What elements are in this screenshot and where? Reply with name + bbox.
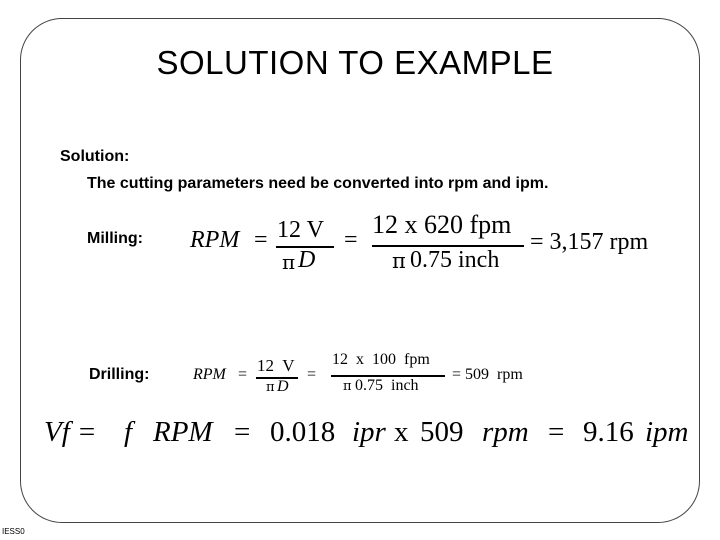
drilling-numerator: 12 V bbox=[257, 356, 295, 375]
drilling-equals-2: = bbox=[307, 366, 317, 383]
feed-rpm: RPM bbox=[153, 416, 213, 448]
drilling-pi: π bbox=[266, 380, 275, 395]
drilling-denominator-2: 0.75 inch bbox=[355, 377, 419, 394]
feed-unit-1: ipr bbox=[352, 416, 386, 448]
solution-intro: The cutting parameters need be converted into rpm and ipm. bbox=[87, 175, 549, 192]
drilling-equals: = bbox=[238, 366, 248, 383]
feed-f: f bbox=[124, 416, 133, 448]
milling-pi: π bbox=[282, 250, 296, 274]
feed-value-1: 0.018 bbox=[270, 416, 336, 448]
milling-numerator-2: 12 x 620 fpm bbox=[372, 210, 512, 239]
drilling-numerator-2: 12 x 100 fpm bbox=[332, 351, 430, 368]
milling-result: = 3,157 rpm bbox=[530, 229, 649, 255]
feed-unit-2: rpm bbox=[482, 416, 529, 448]
feed-value-2: 509 bbox=[420, 416, 464, 448]
drilling-denominator: D bbox=[277, 378, 289, 395]
milling-numerator: 12 V bbox=[277, 217, 324, 243]
feed-unit-3: ipm bbox=[645, 416, 689, 448]
solution-label: Solution: bbox=[60, 148, 130, 165]
drilling-pi-2: π bbox=[343, 379, 352, 394]
milling-rpm: RPM bbox=[190, 227, 240, 253]
milling-denominator: D bbox=[298, 247, 316, 273]
slide-title: SOLUTION TO EXAMPLE bbox=[156, 44, 554, 81]
milling-denominator-2: 0.75 inch bbox=[410, 247, 500, 273]
feed-lhs: Vf = bbox=[44, 416, 97, 448]
milling-equals: = bbox=[254, 227, 268, 253]
feed-times: x bbox=[394, 416, 409, 448]
drilling-result: = 509 rpm bbox=[452, 366, 523, 383]
milling-equals-2: = bbox=[344, 227, 358, 253]
feed-value-3: 9.16 bbox=[583, 416, 634, 448]
drilling-label: Drilling: bbox=[89, 366, 150, 383]
milling-label: Milling: bbox=[87, 230, 143, 247]
drilling-rpm: RPM bbox=[193, 366, 226, 383]
footer-label: IESS0 bbox=[2, 527, 25, 536]
milling-pi-2: π bbox=[392, 249, 406, 273]
feed-equals: = bbox=[234, 416, 251, 448]
feed-equals-2: = bbox=[548, 416, 565, 448]
